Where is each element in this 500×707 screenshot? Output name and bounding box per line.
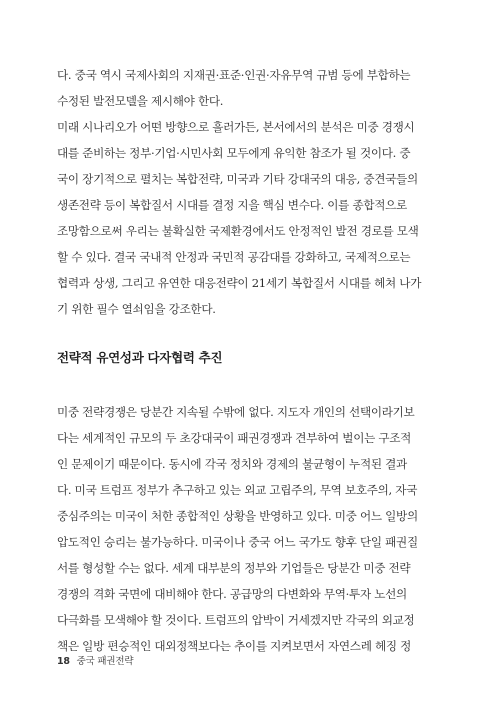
- text-line: 인 문제이기 때문이다. 동시에 각국 정치와 경제의 불균형이 누적된 결과: [57, 457, 407, 471]
- page-content: [57, 62, 443, 653]
- page-number: 18: [57, 656, 70, 667]
- text-line: 다. 중국 역시 국제사회의 지재권·표준·인권·자유무역 규범 등에 부합하는: [57, 68, 411, 82]
- text-line: 할 수 있다. 결국 국내적 안정과 국민적 공감대를 강화하고, 국제적으로는: [57, 250, 411, 264]
- text-line: 미래 시나리오가 어떤 방향으로 흘러가든, 본서에서의 분석은 미중 경쟁시: [57, 120, 415, 134]
- text-line: 다는 세계적인 규모의 두 초강대국이 패권경쟁과 견부하여 벌이는 구조적: [57, 431, 412, 445]
- text-line: 서를 형성할 수는 없다. 세계 대부분의 정부와 기업들은 당분간 미중 전략: [57, 561, 411, 575]
- text-line: 중심주의는 미국이 처한 종합적인 상황을 반영하고 있다. 미중 어느 일방의: [57, 509, 418, 523]
- text-line: 조망함으로써 우리는 불확실한 국제환경에서도 안정적인 발전 경로를 모색: [57, 224, 419, 238]
- text-line: 미중 전략경쟁은 당분간 지속될 수밖에 없다. 지도자 개인의 선택이라기보: [57, 405, 415, 419]
- page-footer: [57, 653, 133, 667]
- text-line: 다극화를 모색해야 할 것이다. 트럼프의 압박이 거세겠지만 각국의 외교정: [57, 613, 415, 627]
- text-line: 협력과 상생, 그리고 유연한 대응전략이 21세기 복합질서 시대를 헤쳐 나가: [57, 276, 422, 290]
- text-line: 대를 준비하는 정부·기업·시민사회 모두에게 유익한 참조가 될 것이다. 중: [57, 146, 411, 160]
- text-line: 기 위한 필수 열쇠임을 강조한다.: [57, 302, 216, 316]
- paragraph-section: [57, 399, 443, 659]
- text-line: 수정된 발전모델을 제시해야 한다.: [57, 94, 224, 108]
- text-line: 압도적인 승리는 불가능하다. 미국이나 중국 어느 국가도 향후 단일 패권질: [57, 535, 418, 549]
- running-title: 중국 패권전략: [76, 656, 134, 667]
- text-line: 생존전략 등이 복합질서 시대를 결정 지을 핵심 변수다. 이를 종합적으로: [57, 198, 407, 212]
- text-line: 다. 미국 트럼프 정부가 추구하고 있는 외교 고립주의, 무역 보호주의, 자국: [57, 483, 418, 497]
- section-heading: 전략적 유연성과 다자협력 추진: [57, 350, 223, 365]
- paragraph-intro: [57, 62, 443, 322]
- text-line: 경쟁의 격화 국면에 대비해야 한다. 공급망의 다변화와 무역·투자 노선의: [57, 587, 407, 601]
- text-line: 책은 일방 편승적인 대외정책보다는 추이를 지켜보면서 자연스레 헤징 정: [57, 639, 412, 653]
- text-line: 국이 장기적으로 펼치는 복합전략, 미국과 기타 강대국의 대응, 중견국들의: [57, 172, 418, 186]
